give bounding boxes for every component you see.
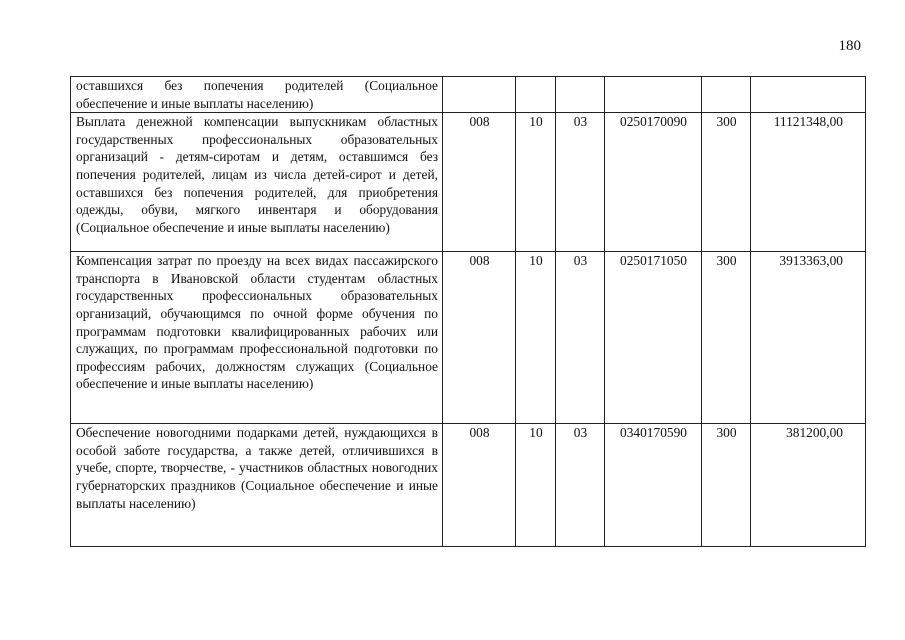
table-row — [71, 424, 866, 547]
target-code: 0250170090 — [605, 113, 702, 252]
amount: 3913363,00 — [751, 252, 866, 424]
expense-type-code: 300 — [702, 252, 751, 424]
ministry-code: 008 — [443, 113, 516, 252]
expense-type-code: 300 — [702, 424, 751, 547]
expense-type-code: 300 — [702, 113, 751, 252]
subsection-code: 03 — [556, 113, 605, 252]
amount: 381200,00 — [751, 424, 866, 547]
ministry-code: 008 — [443, 424, 516, 547]
table-row — [71, 113, 866, 252]
cell-empty — [516, 77, 556, 113]
subsection-code: 03 — [556, 252, 605, 424]
target-code: 0250171050 — [605, 252, 702, 424]
cell-empty — [751, 77, 866, 113]
subsection-code: 03 — [556, 424, 605, 547]
section-code: 10 — [516, 424, 556, 547]
row-description: Компенсация затрат по проезду на всех видах пассажирского транспорта в Ивановской области студентам областных государственных профессиональных образовательных организаций, обучающимся по очной форме обучения по программам подготовки квалифицированных рабочих или служащих, по программам профессиональной подготовки по профессиям рабочих, должностям служащих (Социальное обеспечение и иные выплаты населению) — [71, 252, 443, 424]
page-number: 180 — [838, 38, 861, 54]
cell-empty — [605, 77, 702, 113]
budget-table — [70, 76, 866, 547]
row-description: Обеспечение новогодними подарками детей, нуждающихся в особой заботе государства, а также детей, отличившихся в учебе, спорте, творчестве, - участников областных новогодних губернаторских праздников (Социальное обеспечение и иные выплаты населению) — [71, 424, 443, 547]
cell-empty — [443, 77, 516, 113]
cell-empty — [556, 77, 605, 113]
row-description: Выплата денежной компенсации выпускникам областных государственных профессиональных образовательных организаций - детям-сиротам и детям, оставшимся без попечения родителей, лицам из числа детей-сирот и детей, оставшихся без попечения родителей, для приобретения одежды, обуви, мягкого инвентаря и оборудования (Социальное обеспечение и иные выплаты населению) — [71, 113, 443, 252]
table-row-continuation — [71, 77, 866, 113]
target-code: 0340170590 — [605, 424, 702, 547]
section-code: 10 — [516, 252, 556, 424]
row-description: оставшихся без попечения родителей (Социальное обеспечение и иные выплаты населению) — [71, 77, 443, 113]
cell-empty — [702, 77, 751, 113]
table-row — [71, 252, 866, 424]
ministry-code: 008 — [443, 252, 516, 424]
amount: 11121348,00 — [751, 113, 866, 252]
section-code: 10 — [516, 113, 556, 252]
